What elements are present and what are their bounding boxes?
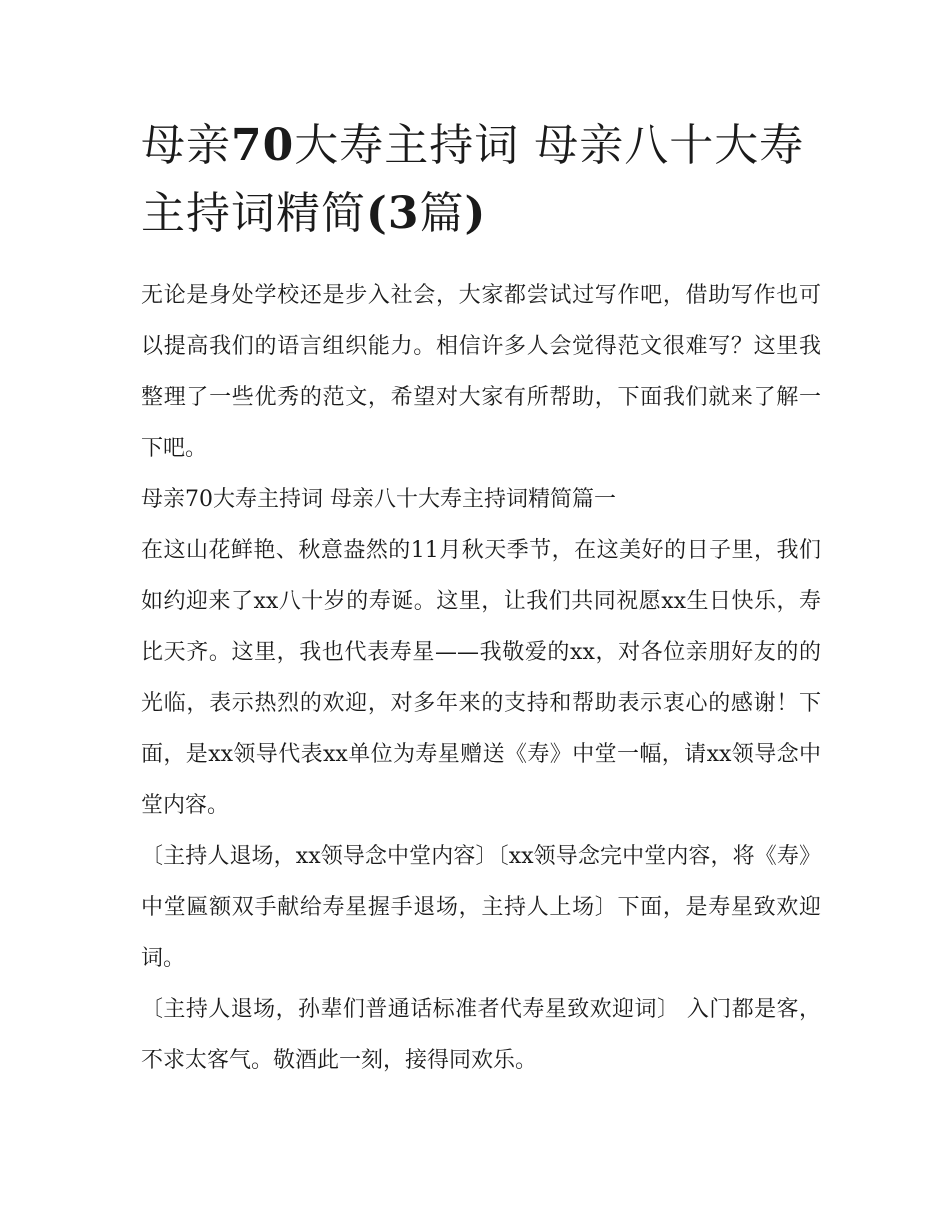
body-paragraph: 〔主持人退场，xx领导念中堂内容〕〔xx领导念完中堂内容，将《寿》中堂匾额双手献给寿星握手退场，主持人上场〕下面，是寿星致欢迎词。 (141, 844, 821, 971)
body-paragraph: 〔主持人退场，孙辈们普通话标准者代寿星致欢迎词〕 入门都是客，不求太客气。敬酒此一刻，接得同欢乐。 (141, 997, 821, 1073)
title-part: 篇 (419, 188, 465, 239)
title-part: 70 (231, 120, 295, 171)
document-body (141, 270, 821, 1086)
document-title (141, 112, 821, 248)
title-part: (3 (366, 188, 420, 239)
body-paragraph: 在这山花鲜艳、秋意盎然的11月秋天季节，在这美好的日子里，我们如约迎来了xx八十岁的寿诞。这里，让我们共同祝愿xx生日快乐，寿比天齐。这里，我也代表寿星——我敬爱的xx，对各位亲朋好友的的光临，表示热烈的欢迎，对多年来的支持和帮助表示衷心的感谢！下面，是xx领导代表xx单位为寿星赠送《寿》中堂一幅，请xx领导念中堂内容。 (141, 538, 821, 818)
title-part: 大寿主持词 母亲八十大寿主持词精简 (141, 120, 805, 239)
intro-paragraph: 无论是身处学校还是步入社会，大家都尝试过写作吧，借助写作也可以提高我们的语言组织能力。相信许多人会觉得范文很难写？这里我整理了一些优秀的范文，希望对大家有所帮助，下面我们就来了解一下吧。 (141, 283, 821, 461)
document-page (141, 112, 821, 1086)
title-part: ) (464, 188, 487, 239)
section-heading: 母亲70大寿主持词 母亲八十大寿主持词精简篇一 (141, 487, 616, 512)
title-part: 母亲 (141, 120, 231, 171)
